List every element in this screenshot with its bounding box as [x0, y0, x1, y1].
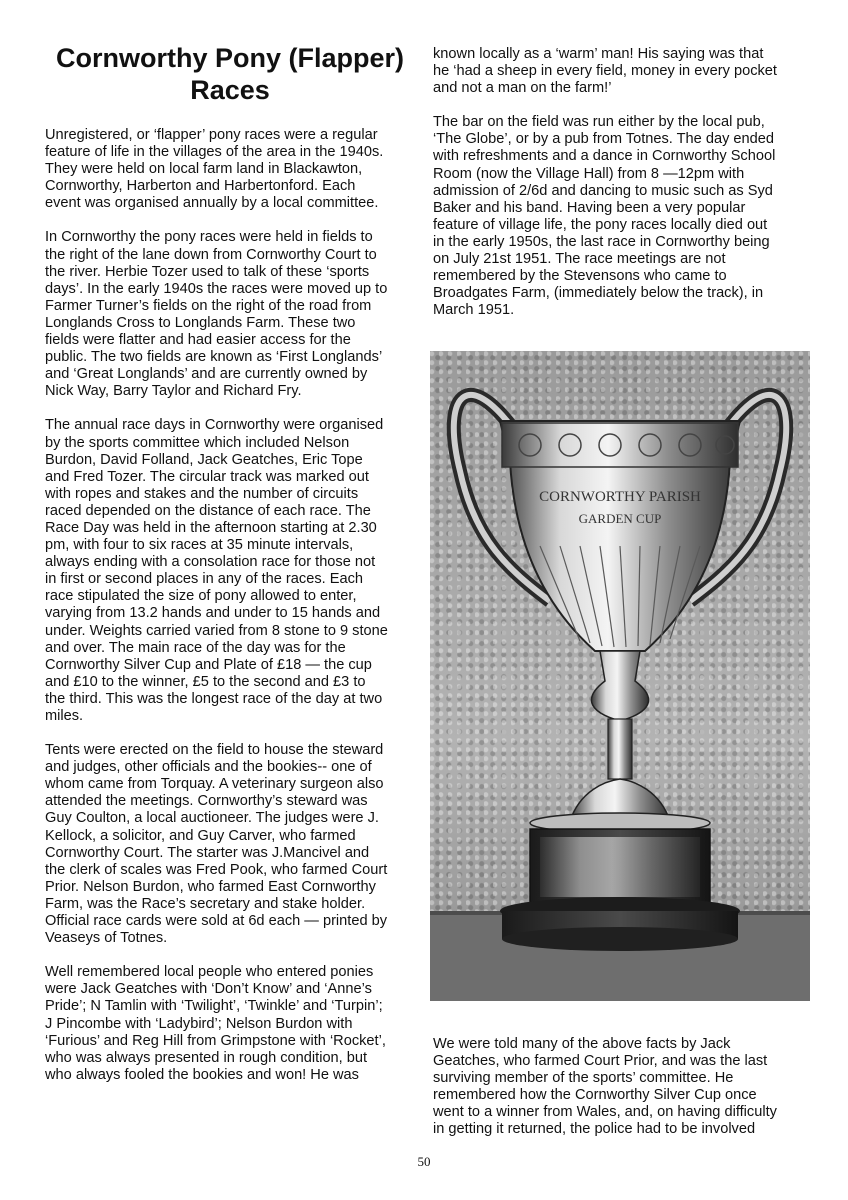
page-number: 50: [417, 1154, 431, 1169]
paragraph: The annual race days in Cornworthy were organised by the sports committee which included Nelson Burdon, David Folland, Jack Geatches, Eric Tope and Fred Tozer. The circular track was marked out with ropes and stakes and the number of circuits raced depended on the distance of each race. The Race Day was held in the afternoon starting at 2.30 pm, with four to six races at 35 minute intervals, always ending with a consolation race for those not in first or second places in any of the races. Each race stipulated the size of pony allowed to enter, varying from 13.2 hands and under to 15 hands and under. Weights carried varied from 8 stone to 9 stone and over. The main race of the day was for the Cornworthy Silver Cup and Plate of £18 — the cup and £10 to the winner, £5 to the second and £3 to the third. This was the longest race of the day at two miles.: [45, 417, 388, 724]
paragraph: Tents were erected on the field to house the steward and judges, other officials and the bookies-- one of whom came from Torquay. A veterinary surgeon also attended the meetings. Cornworthy’s steward was Guy Coulton, a local auctioneer. The judges were J. Kellock, a solicitor, and Guy Carver, who farmed Cornworthy Court. The starter was J.Mancivel and the clerk of scales was Fred Pook, who farmed Court Prior. Nelson Burdon, who farmed East Cornworthy Farm, was the Race’s secretary and stake holder. Official race cards were sold at 6d each — printed by Veaseys of Totnes.: [45, 742, 388, 947]
trophy-illustration: [430, 351, 810, 1001]
right-column-bottom: [433, 1036, 813, 1156]
paragraph: The bar on the field was run either by the local pub, ‘The Globe’, or by a pub from Totnes. The day ended with refreshments and a dance in Cornworthy School Room (now the Village Hall) from 8 —12pm with admission of 2/6d and dancing to music such as Syd Baker and his band. Having been a very popular feature of village life, the pony races locally died out in the early 1950s, the last race in Cornworthy being on July 21st 1951. The race meetings are not remembered by the Stevensons who came to Broadgates Farm, (immediately below the track), in March 1951.: [433, 114, 776, 319]
page-title: Cornworthy Pony (Flapper) Races: [55, 43, 404, 105]
left-column: [45, 127, 417, 1101]
paragraph: known locally as a ‘warm’ man! His saying was that he ‘had a sheep in every field, money in every pocket and not a man on the farm!’: [433, 46, 777, 97]
paragraph: We were told many of the above facts by Jack Geatches, who farmed Court Prior, and was the last surviving member of the sports’ committee. He remembered how the Cornworthy Silver Cup once went to a winner from Wales, and, on having difficulty in getting it returned, the police had to be involved: [433, 1036, 777, 1138]
right-column-top: [433, 46, 813, 336]
cup-engraving-line2: GARDEN CUP: [578, 511, 662, 526]
paragraph: Unregistered, or ‘flapper’ pony races were a regular feature of life in the villages of the area in the 1940s. They were held on local farm land in Blackawton, Cornworthy, Harberton and Harbertonford. Each event was organised annually by a local committee.: [45, 127, 384, 212]
silver-cup-photo: [430, 351, 810, 1001]
paragraph: Well remembered local people who entered ponies were Jack Geatches with ‘Don’t Know’ and ‘Anne’s Pride’; N Tamlin with ‘Twilight’, ‘Twinkle’ and ‘Turpin’; J Pincombe with ‘Ladybird’; Nelson Burdon with ‘Furious’ and Reg Hill from Grimpstone with ‘Rocket’, who was always presented in rough condition, but who always fooled the bookies and won! He was: [45, 964, 386, 1083]
paragraph: In Cornworthy the pony races were held in fields to the right of the lane down from Cornworthy Court to the river. Herbie Tozer used to talk of these ‘sports days’. In the early 1940s the races were moved up to Farmer Turner’s fields on the right of the road from Longlands Cross to Longlands Farm. These two fields were flatter and had easier access for the public. The two fields are known as ‘First Longlands’ and ‘Great Longlands’ and are currently owned by Nick Way, Barry Taylor and Richard Fry.: [45, 229, 388, 400]
cup-engraving-line1: CORNWORTHY PARISH: [539, 489, 701, 505]
